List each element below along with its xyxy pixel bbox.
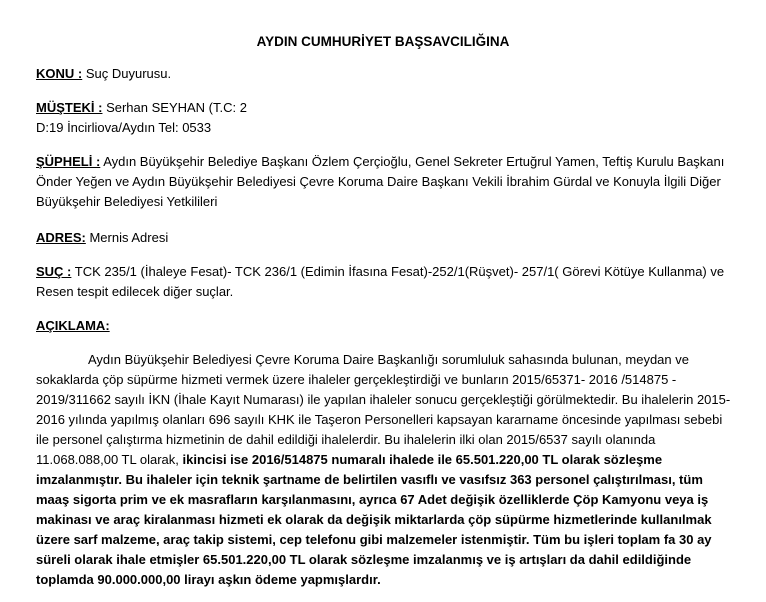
suc-block — [36, 262, 736, 302]
aciklama-bold-text: ikincisi ise 2016/514875 numaralı ihalede ile 65.501.220,00 TL olarak sözleşme imzalanmıştır. Bu ihaleler için teknik şartname de belirtilen vasıflı ve vasıfsız 363 personel çalıştırılması, tüm maaş sigorta prim ve ek masrafların karşılanmasını, ayrıca 67 Adet değişik özelliklerde Çöp Kamyonu veya iş makinası ve araç kiralanması hizmeti ek olarak da değişik miktarlarda çöp süpürme hizmetlerinde kullanılmak üzere sarf malzeme, araç takip sistemi, cep telefonu gibi malzemeler istenmiştir. Tüm bu işleri toplam fa 30 ay süreli olarak ihale etmişler 65.501.220,00 TL olarak sözleşme imzalanmış ve iş artışları da dahil edildiğinde toplamda 90.000.000,00 lirayı aşkın ödeme yapmışlardır. — [36, 452, 712, 587]
adres-label: ADRES: — [36, 230, 86, 245]
aciklama-plain-text: Aydın Büyükşehir Belediyesi Çevre Koruma Daire Başkanlığı sorumluluk sahasında bulunan, meydan ve sokaklarda çöp süpürme hizmeti vermek üzere ihaleler gerçekleştirdiği ve bunların 2015/65371- 2016 /514875 - 2019/311662 sayılı İKN (İhale Kayıt Numarası) ile yapılan ihaleler sonucu gerçekleştiği görülmektedir. Bu ihalelerin 2015-2016 yılında yapılmış olanları 696 sayılı KHK ile Taşeron Personelleri kapsayan kararname öncesinde yapılması sebebi ile personel çalıştırma hizmetinin de dahil edildiği ihalelerdir. Bu ihalelerin ilki olan 2015/6537 sayılı olanında 11.068.088,00 TL olarak, — [36, 352, 731, 467]
aciklama-label: AÇIKLAMA: — [36, 318, 110, 333]
konu-value: Suç Duyurusu. — [82, 66, 172, 81]
musteki-line2: D:19 İncirliova/Aydın Tel: 0533 — [36, 120, 212, 135]
suc-value: TCK 235/1 (İhaleye Fesat)- TCK 236/1 (Edimin İfasına Fesat)-252/1(Rüşvet)- 257/1( Görevi Kötüye Kullanma) ve Resen tespit edilecek diğer suçlar. — [36, 264, 725, 299]
musteki-block — [36, 98, 736, 138]
supheli-label: ŞÜPHELİ : — [36, 154, 101, 169]
suc-label: SUÇ : — [36, 264, 72, 279]
konu-line — [36, 64, 736, 84]
musteki-label: MÜŞTEKİ : — [36, 100, 103, 115]
aciklama-heading — [36, 316, 736, 336]
aciklama-paragraph — [36, 350, 736, 590]
supheli-block — [36, 152, 736, 212]
konu-label: KONU : — [36, 66, 83, 81]
document-title: AYDIN CUMHURİYET BAŞSAVCILIĞINA — [256, 34, 510, 49]
adres-line — [36, 228, 736, 248]
supheli-value: Aydın Büyükşehir Belediye Başkanı Özlem Çerçioğlu, Genel Sekreter Ertuğrul Yamen, Teftiş Kurulu Başkanı Önder Yeğen ve Aydın Büyükşehir Belediyesi Çevre Koruma Daire Başkanı Vekili İbrahim Gürdal ve Konuyla İlgili Diğer Büyükşehir Belediyesi Yetkilileri — [36, 154, 725, 209]
musteki-line1: Serhan SEYHAN (T.C: 2 — [102, 100, 247, 115]
adres-value: Mernis Adresi — [85, 230, 169, 245]
